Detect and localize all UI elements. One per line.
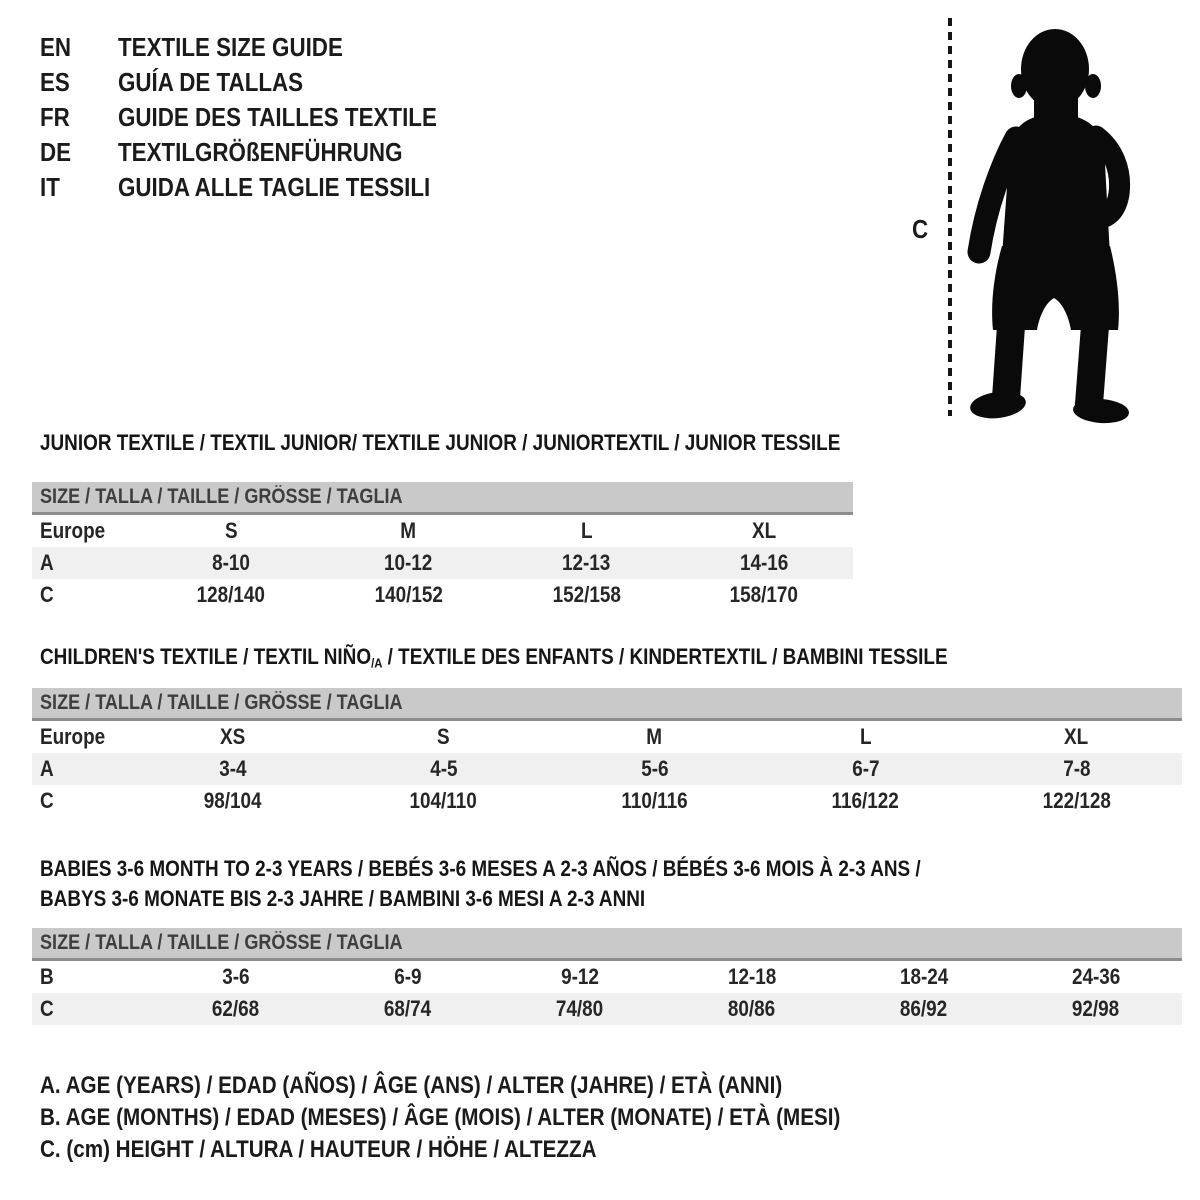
size-value: M: [400, 518, 417, 543]
size-value-cell: [338, 788, 549, 814]
table-row-europe: [32, 515, 853, 547]
size-value: 14-16: [739, 550, 789, 575]
size-value-cell: [142, 582, 320, 608]
size-value: 68/74: [384, 996, 432, 1021]
size-value-cell: [760, 724, 971, 750]
size-value-cell: [549, 724, 760, 750]
size-value: XS: [219, 724, 246, 749]
size-value: 98/104: [203, 788, 262, 813]
size-value-cell: [498, 550, 676, 576]
height-measure-dashed-line: [948, 18, 952, 416]
size-value: 80/86: [728, 996, 776, 1021]
size-value: 12-18: [727, 964, 777, 989]
table-row-a: [32, 547, 853, 579]
language-row: [40, 100, 489, 135]
size-value-cell: [338, 724, 549, 750]
size-value-cell: [127, 756, 338, 782]
row-label: A: [40, 756, 54, 781]
language-row: [40, 65, 489, 100]
size-value: S: [437, 724, 450, 749]
size-value: 9-12: [561, 964, 599, 989]
size-value-cell: [498, 582, 676, 608]
size-header-label: SIZE / TALLA / TAILLE / GRÖSSE / TAGLIA: [40, 931, 403, 954]
size-value-cell: [338, 756, 549, 782]
guide-title: TEXTILGRÖßENFÜHRUNG: [118, 137, 403, 167]
children-section-title-text: [40, 644, 948, 671]
row-label-cell: [32, 582, 142, 608]
table-row-c: [32, 993, 1182, 1025]
size-value-cell: [675, 518, 853, 544]
size-value: L: [580, 518, 593, 543]
row-label-cell: [32, 964, 150, 990]
size-value-cell: [1010, 964, 1182, 990]
children-title-prefix: CHILDREN'S TEXTILE / TEXTIL NIÑO: [40, 644, 372, 669]
table-row-a: [32, 753, 1182, 785]
size-value: XL: [1064, 724, 1089, 749]
size-value: 10-12: [384, 550, 433, 575]
size-value: 6-9: [394, 964, 422, 989]
language-code: FR: [40, 102, 70, 132]
size-value: 8-10: [211, 550, 250, 575]
row-label: C: [40, 582, 54, 607]
size-value: 4-5: [429, 756, 458, 781]
language-code: DE: [40, 137, 72, 167]
toddler-silhouette-icon: [958, 14, 1138, 429]
size-value: 62/68: [212, 996, 260, 1021]
size-value: 24-36: [1071, 964, 1121, 989]
size-value-cell: [150, 964, 322, 990]
size-value-cell: [549, 788, 760, 814]
size-value: 122/128: [1042, 788, 1111, 813]
row-label: Europe: [40, 518, 106, 543]
row-label: A: [40, 550, 54, 575]
legend-line-c: [40, 1134, 971, 1166]
size-value: 5-6: [640, 756, 669, 781]
row-label: Europe: [40, 724, 106, 749]
language-row: [40, 135, 489, 170]
children-title-subscript: /A: [371, 655, 383, 671]
size-value: 86/92: [900, 996, 948, 1021]
size-value-cell: [320, 518, 498, 544]
babies-section-title: [40, 854, 1064, 914]
size-value: 92/98: [1072, 996, 1120, 1021]
row-label: C: [40, 788, 54, 813]
size-value-cell: [322, 996, 494, 1022]
size-value: 140/152: [374, 582, 443, 607]
size-value: L: [859, 724, 872, 749]
size-value-cell: [494, 964, 666, 990]
size-value: 116/122: [831, 788, 900, 813]
babies-title-line1: BABIES 3-6 MONTH TO 2-3 YEARS / BEBÉS 3-6 MESES A 2-3 AÑOS / BÉBÉS 3-6 MOIS À 2-3 ANS /: [40, 856, 921, 881]
junior-size-table: [32, 482, 853, 611]
legend-line-b: [40, 1102, 971, 1134]
size-value-cell: [498, 518, 676, 544]
guide-title: TEXTILE SIZE GUIDE: [118, 32, 343, 62]
row-label: B: [40, 964, 54, 989]
table-row-b: [32, 961, 1182, 993]
size-value-cell: [127, 788, 338, 814]
table-row-c: [32, 579, 853, 611]
size-value: 152/158: [552, 582, 621, 607]
size-value-cell: [320, 550, 498, 576]
language-title-list: [40, 30, 489, 205]
size-value-cell: [320, 582, 498, 608]
height-measure-label: C: [912, 214, 929, 244]
guide-title: GUIDA ALLE TAGLIE TESSILI: [118, 172, 431, 202]
table-row-europe: [32, 721, 1182, 753]
size-value-cell: [142, 550, 320, 576]
legend-line-a: [40, 1070, 971, 1102]
row-label-cell: [32, 518, 142, 544]
height-measure-label-wrap: [912, 214, 931, 245]
size-value-cell: [760, 756, 971, 782]
size-value-cell: [666, 996, 838, 1022]
size-header-row: [32, 482, 853, 515]
size-header-label: SIZE / TALLA / TAILLE / GRÖSSE / TAGLIA: [40, 485, 403, 508]
language-code: EN: [40, 32, 72, 62]
size-value: 74/80: [556, 996, 604, 1021]
children-section-title: [40, 644, 1095, 671]
size-value-cell: [1010, 996, 1182, 1022]
row-label-cell: [32, 550, 142, 576]
guide-title: GUIDE DES TAILLES TEXTILE: [118, 102, 437, 132]
language-row: [40, 170, 489, 205]
legend-text-a: A. AGE (YEARS) / EDAD (AÑOS) / ÂGE (ANS) / ALTER (JAHRE) / ETÀ (ANNI): [40, 1072, 783, 1099]
size-value: 110/116: [621, 788, 688, 813]
size-value: 3-6: [222, 964, 250, 989]
size-value: 158/170: [729, 582, 799, 607]
size-value: 104/110: [409, 788, 478, 813]
children-size-table: [32, 688, 1182, 817]
size-value-cell: [760, 788, 971, 814]
table-row-c: [32, 785, 1182, 817]
children-title-suffix: / TEXTILE DES ENFANTS / KINDERTEXTIL / BAMBINI TESSILE: [382, 644, 948, 669]
row-label: C: [40, 996, 54, 1021]
size-value-cell: [971, 756, 1182, 782]
size-value-cell: [322, 964, 494, 990]
size-header-row: [32, 688, 1182, 721]
babies-title-line2: BABYS 3-6 MONATE BIS 2-3 JAHRE / BAMBINI 3-6 MESI A 2-3 ANNI: [40, 886, 646, 911]
junior-section-title-text: JUNIOR TEXTILE / TEXTIL JUNIOR/ TEXTILE JUNIOR / JUNIORTEXTIL / JUNIOR TESSILE: [40, 430, 841, 455]
size-value-cell: [675, 582, 853, 608]
size-value-cell: [971, 788, 1182, 814]
size-value-cell: [675, 550, 853, 576]
size-value-cell: [142, 518, 320, 544]
size-value-cell: [127, 724, 338, 750]
size-value-cell: [549, 756, 760, 782]
legend-text-b: B. AGE (MONTHS) / EDAD (MESES) / ÂGE (MOIS) / ALTER (MONATE) / ETÀ (MESI): [40, 1104, 841, 1131]
size-value: 7-8: [1062, 756, 1091, 781]
size-value: XL: [752, 518, 777, 543]
junior-section-title: [40, 430, 971, 456]
size-header-row: [32, 928, 1182, 961]
row-label-cell: [32, 788, 127, 814]
size-value: 6-7: [851, 756, 880, 781]
size-value: 128/140: [196, 582, 266, 607]
row-label-cell: [32, 724, 127, 750]
guide-title: GUÍA DE TALLAS: [118, 67, 304, 97]
row-label-cell: [32, 756, 127, 782]
size-value: S: [224, 518, 238, 543]
size-value-cell: [838, 964, 1010, 990]
measurement-legend: [40, 1070, 971, 1166]
size-value-cell: [838, 996, 1010, 1022]
size-value-cell: [494, 996, 666, 1022]
language-code: ES: [40, 67, 70, 97]
language-row: [40, 30, 489, 65]
legend-text-c: C. (cm) HEIGHT / ALTURA / HAUTEUR / HÖHE / ALTEZZA: [40, 1136, 597, 1163]
size-value-cell: [150, 996, 322, 1022]
language-code: IT: [40, 172, 60, 202]
size-header-label: SIZE / TALLA / TAILLE / GRÖSSE / TAGLIA: [40, 691, 403, 714]
size-value-cell: [666, 964, 838, 990]
row-label-cell: [32, 996, 150, 1022]
size-value-cell: [971, 724, 1182, 750]
babies-size-table: [32, 928, 1182, 1025]
size-value: 18-24: [899, 964, 949, 989]
size-value: 3-4: [218, 756, 247, 781]
size-value: M: [646, 724, 663, 749]
size-value: 12-13: [562, 550, 611, 575]
